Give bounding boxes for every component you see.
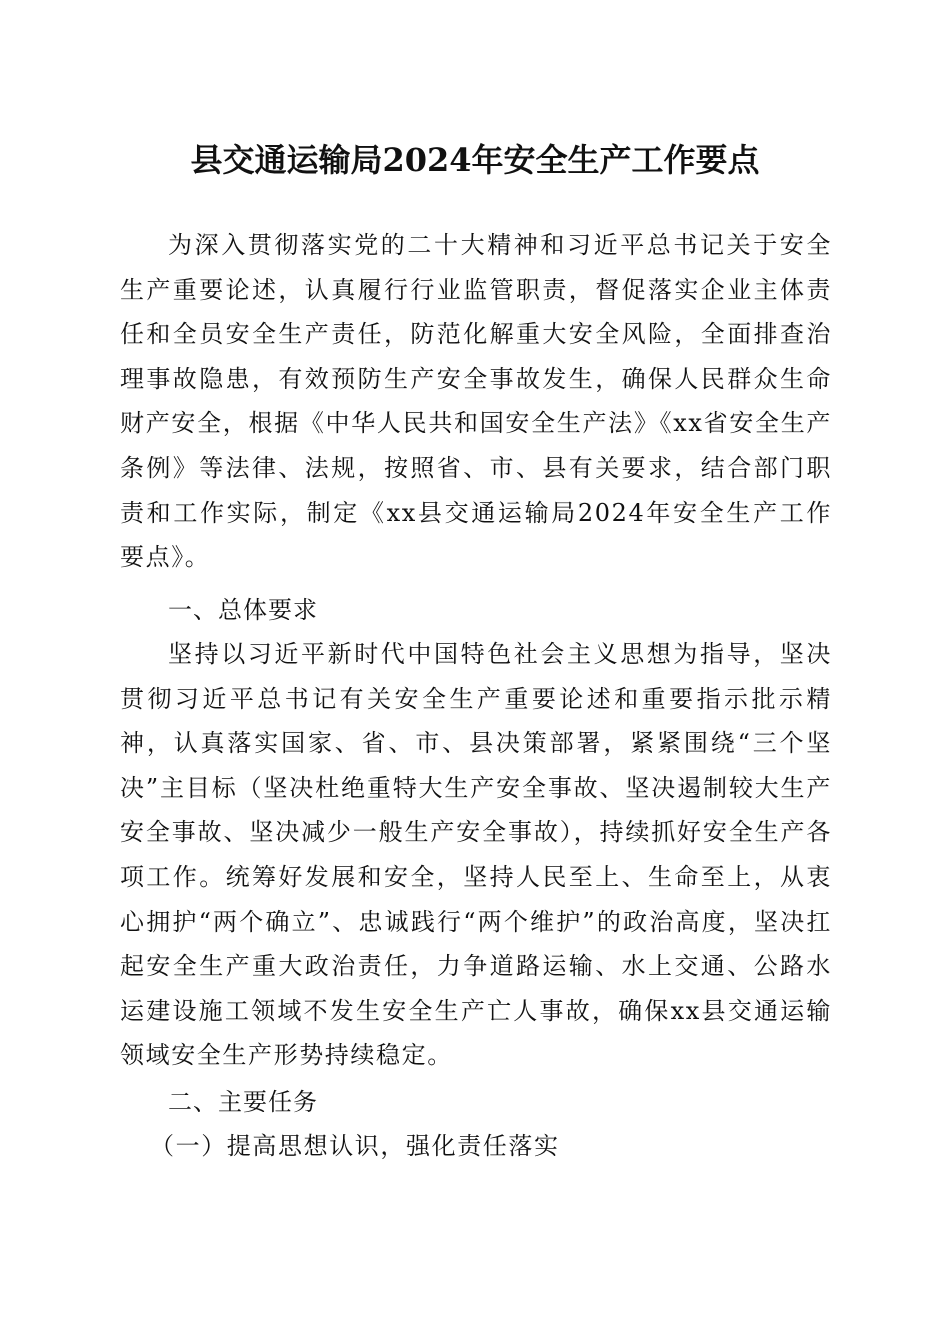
document-title: 县交通运输局2024年安全生产工作要点 [190,141,760,179]
section-2-subheading-1: （一）提高思想认识，强化责任落实 [150,1132,560,1160]
section-1-paragraph: 坚持以习近平新时代中国特色社会主义思想为指导，坚决贯彻习近平总书记有关安全生产重要论述和重要指示批示精神，认真落实国家、省、市、县决策部署，紧紧围绕“三个坚决”主目标（坚决杜绝重特大生产安全事故、坚决遏制较大生产安全事故、坚决减少一般生产安全事故），持续抓好安全生产各项工作。统筹好发展和安全，坚持人民至上、生命至上，从衷心拥护“两个确立”、忠诚践行“两个维护”的政治高度，坚决扛起安全生产重大政治责任，力争道路运输、水上交通、公路水运建设施工领域不发生安全生产亡人事故，确保xx县交通运输领域安全生产形势持续稳定。 [120,640,832,1070]
section-1-heading: 一、总体要求 [168,596,318,624]
section-2-heading: 二、主要任务 [168,1088,318,1116]
intro-paragraph: 为深入贯彻落实党的二十大精神和习近平总书记关于安全生产重要论述，认真履行行业监管职责，督促落实企业主体责任和全员安全生产责任，防范化解重大安全风险，全面排查治理事故隐患，有效预防生产安全事故发生，确保人民群众生命财产安全，根据《中华人民共和国安全生产法》《xx省安全生产条例》等法律、法规，按照省、市、县有关要求，结合部门职责和工作实际，制定《xx县交通运输局2024年安全生产工作要点》。 [120,231,832,572]
